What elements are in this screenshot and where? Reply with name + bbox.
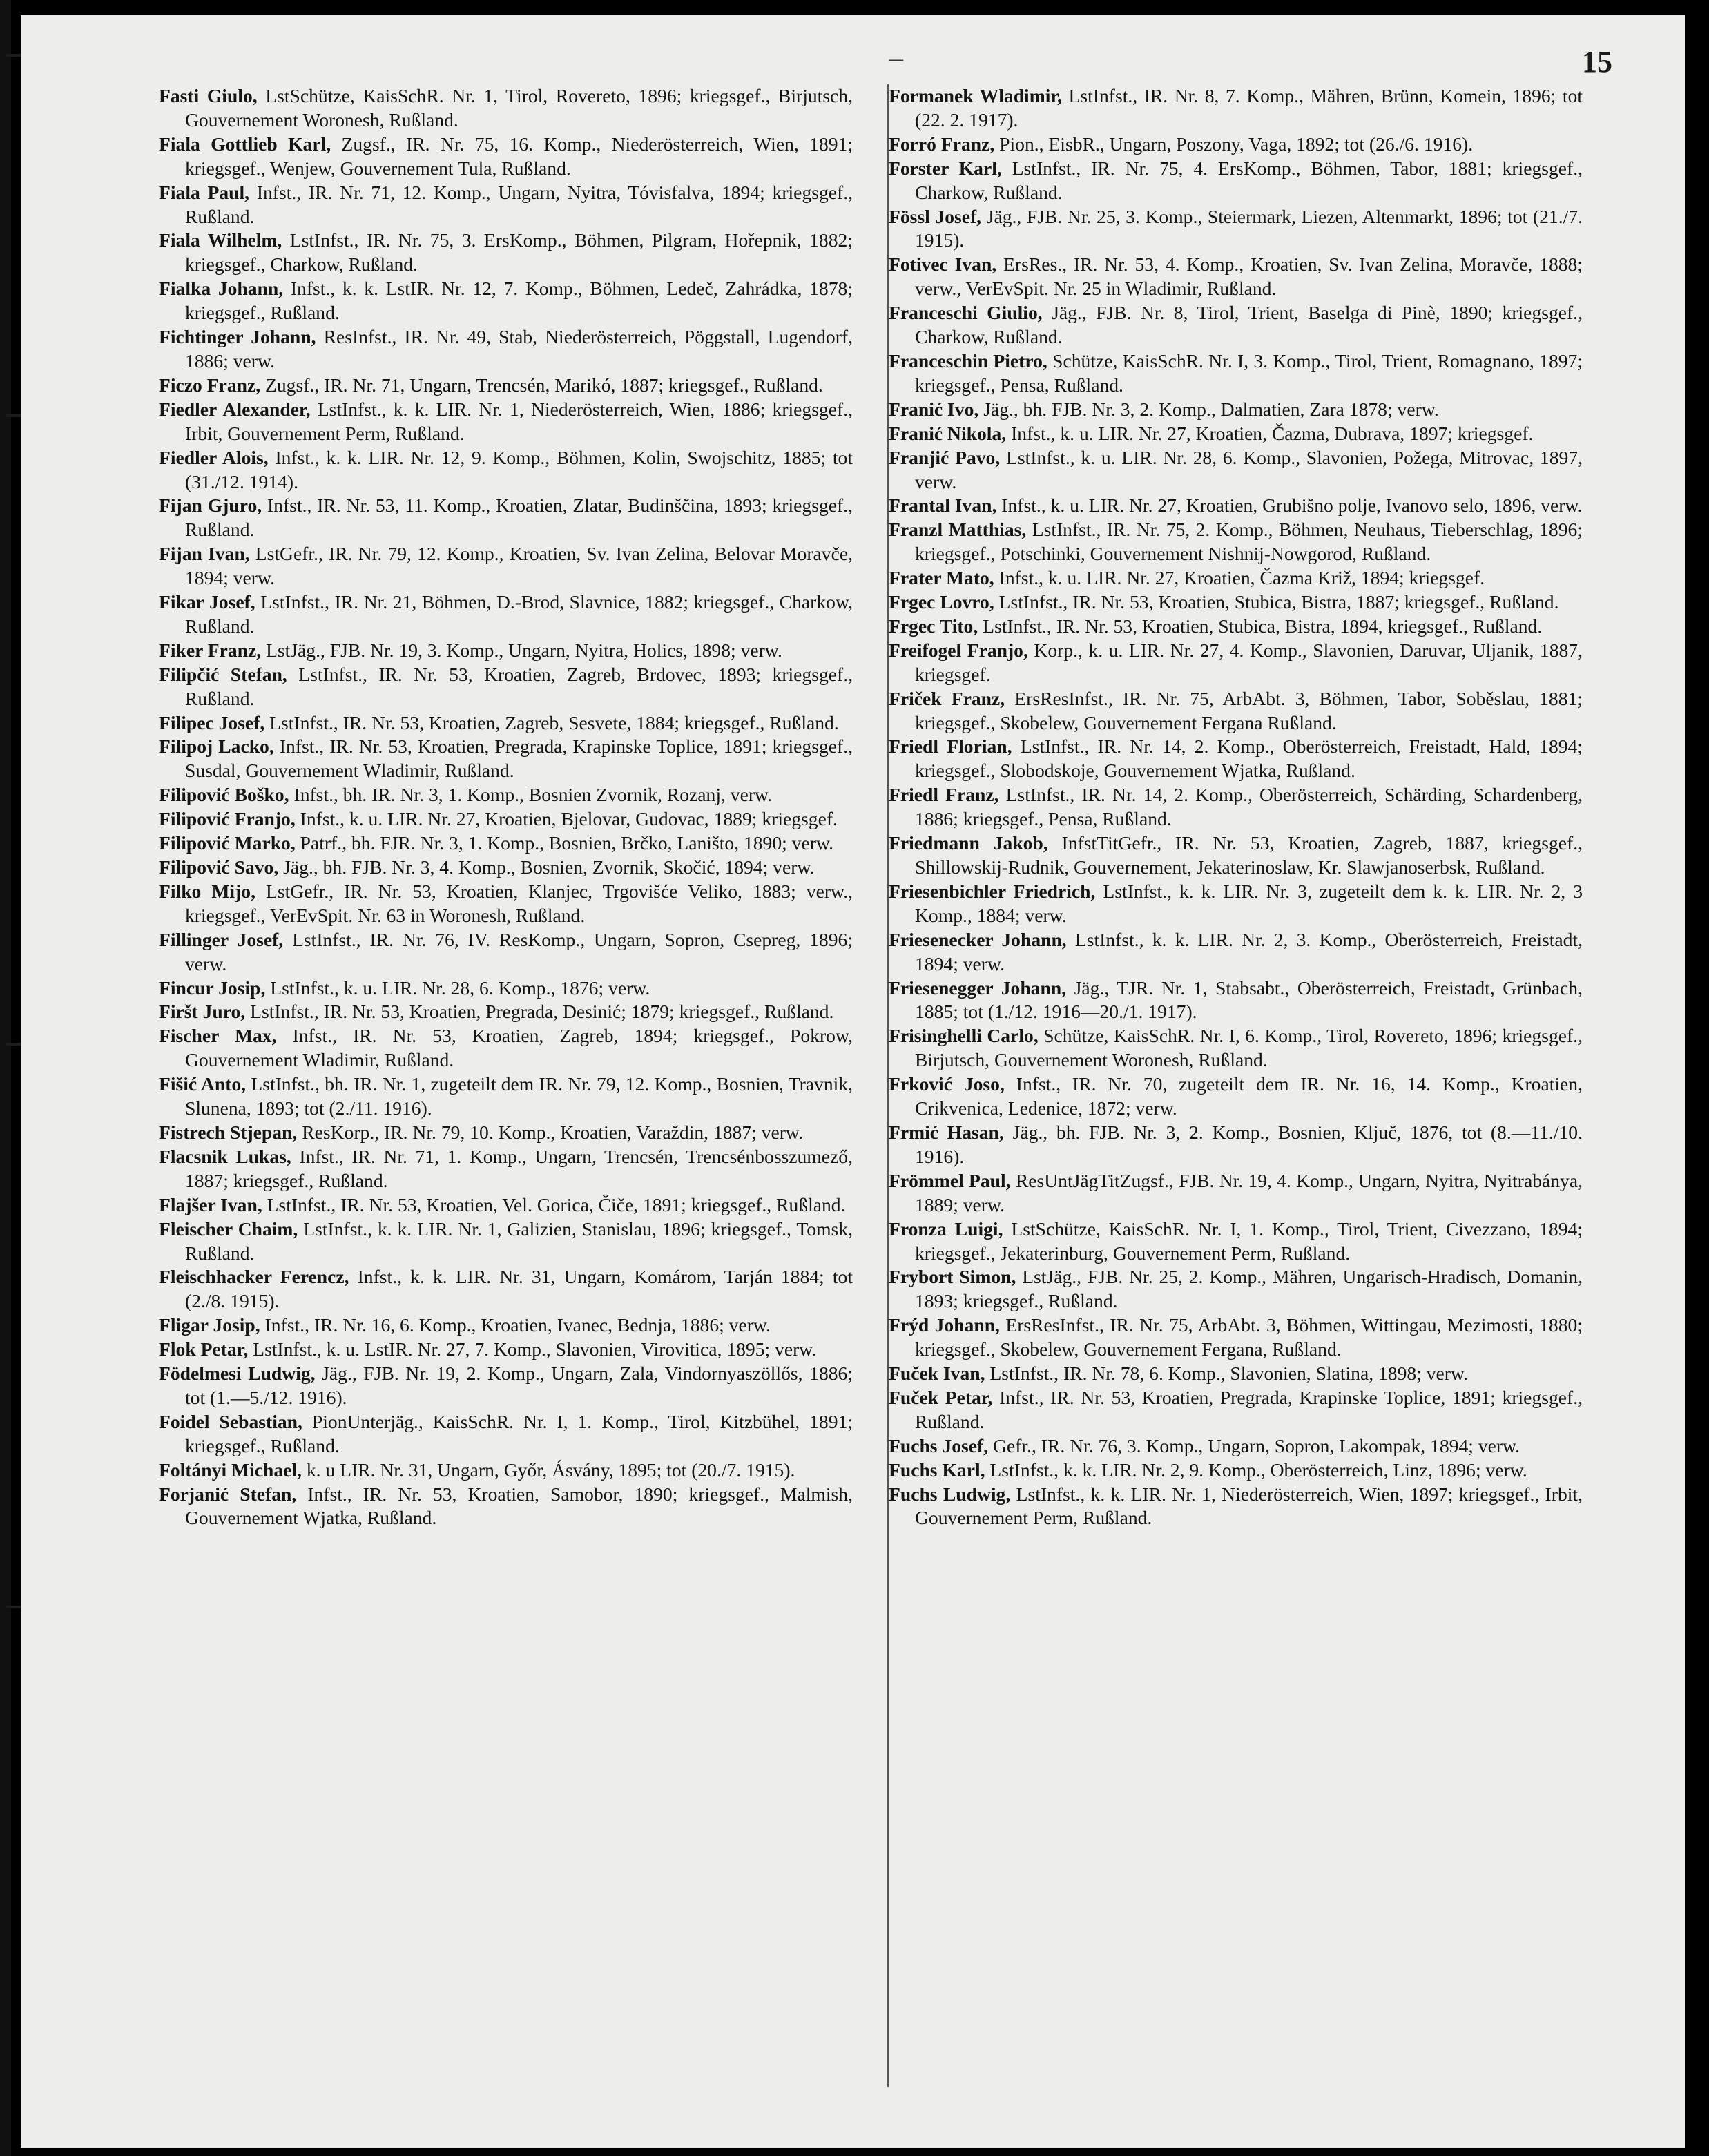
entry-name: Frgec Lovro, <box>889 591 994 613</box>
register-entry <box>889 735 1583 783</box>
entry-details: Patrf., bh. FJR. Nr. 3, 1. Komp., Bosnien, Brčko, Laništo, 1890; verw. <box>300 832 833 854</box>
entry-details: LstInfst., IR. Nr. 76, IV. ResKomp., Ungarn, Sopron, Csepreg, 1896; verw. <box>185 928 853 974</box>
entry-details: LstInfst., k. k. LIR. Nr. 1, Niederösterreich, Wien, 1897; kriegsgef., Irbit, Gouvernement Perm, Rußland. <box>915 1483 1583 1529</box>
register-entry <box>159 1410 853 1459</box>
entry-details: Jäg., FJB. Nr. 25, 3. Komp., Steiermark, Liezen, Altenmarkt, 1896; tot (21./7. 1915). <box>915 205 1583 251</box>
entry-details: Schütze, KaisSchR. Nr. I, 3. Komp., Tirol, Trient, Romagnano, 1897; kriegsgef., Pensa, Rußland. <box>915 349 1583 396</box>
entry-details: Infst., IR. Nr. 53, Kroatien, Samobor, 1890; kriegsgef., Malmish, Gouvernement Wjatka, Rußland. <box>185 1483 853 1529</box>
entry-details: LstGefr., IR. Nr. 79, 12. Komp., Kroatien, Sv. Ivan Zelina, Belovar Moravče, 1894; verw. <box>185 543 853 589</box>
register-entry <box>159 590 853 639</box>
entry-details: PionUnterjäg., KaisSchR. Nr. I, 1. Komp., Tirol, Kitzbühel, 1891; kriegsgef., Rußland. <box>185 1410 853 1456</box>
entry-name: Frisinghelli Carlo, <box>889 1025 1039 1047</box>
register-entry <box>889 1313 1583 1362</box>
entry-name: Friesenecker Johann, <box>889 928 1067 950</box>
entry-details: Infst., bh. IR. Nr. 3, 1. Komp., Bosnien Zvornik, Rozanj, verw. <box>293 784 773 806</box>
register-entry <box>889 1386 1583 1434</box>
entry-details: Gefr., IR. Nr. 76, 3. Komp., Ungarn, Sopron, Lakompak, 1894; verw. <box>993 1434 1520 1456</box>
entry-details: LstInfst., IR. Nr. 53, Kroatien, Pregrada, Desinić; 1879; kriegsgef., Rußland. <box>250 1001 834 1023</box>
register-entry <box>889 1072 1583 1121</box>
entry-details: LstInfst., IR. Nr. 53, Kroatien, Vel. Gorica, Čiče, 1891; kriegsgef., Rußland. <box>267 1193 846 1215</box>
entry-name: Fiala Wilhelm, <box>159 229 282 251</box>
entry-details: ErsRes., IR. Nr. 53, 4. Komp., Kroatien, Sv. Ivan Zelina, Moravče, 1888; verw., VerEvSpit. Nr. 25 in Wladimir, Rußland. <box>915 253 1583 300</box>
register-entry <box>159 856 853 880</box>
register-entry <box>159 1072 853 1121</box>
register-entry <box>889 1024 1583 1072</box>
entry-details: LstInfst., IR. Nr. 53, Kroatien, Stubica, Bistra, 1894, kriegsgef., Rußland. <box>983 615 1543 637</box>
entry-details: LstInfst., k. k. LIR. Nr. 2, 3. Komp., Oberösterreich, Freistadt, 1894; verw. <box>915 928 1583 974</box>
entry-details: Jäg., bh. FJB. Nr. 3, 4. Komp., Bosnien, Zvornik, Skočić, 1894; verw. <box>283 856 815 878</box>
entry-details: LstInfst., IR. Nr. 21, Böhmen, D.-Brod, Slavnice, 1882; kriegsgef., Charkow, Rußland. <box>185 591 853 637</box>
entry-details: LstGefr., IR. Nr. 53, Kroatien, Klanjec, Trgovišće Veliko, 1883; verw., kriegsgef., VerEvSpit. Nr. 63 in Woronesh, Rußland. <box>185 880 853 926</box>
entry-name: Fistrech Stjepan, <box>159 1121 298 1143</box>
right-column <box>889 84 1583 1530</box>
register-entry <box>159 277 853 325</box>
entry-name: Fuček Ivan, <box>889 1363 985 1385</box>
entry-name: Franceschin Pietro, <box>889 349 1047 372</box>
entry-name: Fleischer Chaim, <box>159 1217 298 1240</box>
register-entry <box>159 542 853 590</box>
register-entry <box>159 133 853 181</box>
register-entry <box>159 1362 853 1410</box>
register-entry <box>159 1313 853 1338</box>
register-entry <box>889 518 1583 566</box>
entry-details: Jäg., FJB. Nr. 8, Tirol, Trient, Baselga di Pinè, 1890; kriegsgef., Charkow, Rußland. <box>915 302 1583 348</box>
entry-name: Flacsnik Lukas, <box>159 1145 291 1167</box>
entry-details: LstInfst., IR. Nr. 53, Kroatien, Zagreb, Brdovec, 1893; kriegsgef., Rußland. <box>185 663 853 709</box>
entry-name: Foidel Sebastian, <box>159 1410 302 1432</box>
entry-name: Friesenbichler Friedrich, <box>889 880 1096 902</box>
entry-details: Korp., k. u. LIR. Nr. 27, 4. Komp., Slavonien, Daruvar, Uljanik, 1887, kriegsgef. <box>915 639 1583 685</box>
entry-name: Friesenegger Johann, <box>889 976 1067 999</box>
register-entry <box>889 1217 1583 1266</box>
entry-name: Fialka Johann, <box>159 278 284 300</box>
entry-details: LstInfst., IR. Nr. 14, 2. Komp., Oberösterreich, Freistadt, Hald, 1894; kriegsgef., Slobodskoje, Gouvernement Wjatka, Rußland. <box>915 735 1583 782</box>
register-entry <box>159 735 853 783</box>
entry-name: Fiedler Alexander, <box>159 398 311 420</box>
entry-name: Franić Nikola, <box>889 422 1007 444</box>
register-entry <box>159 1459 853 1483</box>
entry-name: Filipović Franjo, <box>159 808 296 830</box>
register-entry <box>889 687 1583 735</box>
register-entry <box>889 615 1583 639</box>
register-entry <box>159 831 853 856</box>
entry-name: Friedl Florian, <box>889 735 1012 758</box>
register-entry <box>159 181 853 229</box>
entry-name: Filipčić Stefan, <box>159 663 287 685</box>
register-entry <box>889 590 1583 615</box>
register-entry <box>159 928 853 976</box>
entry-name: Fronza Luigi, <box>889 1217 1003 1240</box>
register-entry <box>159 807 853 831</box>
entry-name: Formanek Wladimir, <box>889 85 1062 106</box>
entry-name: Födelmesi Ludwig, <box>159 1363 316 1385</box>
entry-details: LstInfst., k. k. LIR. Nr. 1, Niederösterreich, Wien, 1886; kriegsgef., Irbit, Gouvernement Perm, Rußland. <box>185 398 853 444</box>
entry-details: ResKorp., IR. Nr. 79, 10. Komp., Kroatien, Varaždin, 1887; verw. <box>302 1121 803 1143</box>
entry-details: Zugsf., IR. Nr. 75, 16. Komp., Niederösterreich, Wien, 1891; kriegsgef., Wenjew, Gouvernement Tula, Rußland. <box>185 133 853 179</box>
entry-details: LstJäg., FJB. Nr. 19, 3. Komp., Ungarn, Nyitra, Holics, 1898; verw. <box>266 639 782 661</box>
register-entry <box>889 253 1583 301</box>
register-entry <box>159 1000 853 1024</box>
register-entry <box>889 1483 1583 1531</box>
entry-name: Friček Franz, <box>889 687 1005 709</box>
entry-details: LstInfst., k. u. LIR. Nr. 28, 6. Komp., 1876; verw. <box>270 976 650 999</box>
entry-name: Filipović Savo, <box>159 856 279 878</box>
register-entry <box>159 1217 853 1266</box>
register-entry <box>159 494 853 542</box>
entry-details: LstInfst., IR. Nr. 8, 7. Komp., Mähren, Brünn, Komein, 1896; tot (22. 2. 1917). <box>915 85 1583 131</box>
entry-name: Fuchs Karl, <box>889 1459 985 1481</box>
register-entry <box>889 84 1583 133</box>
entry-details: Jäg., bh. FJB. Nr. 3, 2. Komp., Dalmatien, Zara 1878; verw. <box>983 398 1439 420</box>
entry-name: Fössl Josef, <box>889 205 982 227</box>
entry-name: Frýd Johann, <box>889 1314 1000 1336</box>
entry-details: k. u LIR. Nr. 31, Ungarn, Győr, Ásvány, 1895; tot (20./7. 1915). <box>306 1459 795 1481</box>
register-entry <box>889 1121 1583 1169</box>
entry-name: Freifogel Franjo, <box>889 639 1028 661</box>
register-entry <box>159 976 853 1001</box>
entry-details: LstSchütze, KaisSchR. Nr. I, 1. Komp., Tirol, Trient, Civezzano, 1894; kriegsgef., Jekaterinburg, Gouvernement Perm, Rußland. <box>915 1217 1583 1264</box>
register-entry <box>159 1265 853 1313</box>
entry-name: Fuček Petar, <box>889 1386 993 1408</box>
entry-details: Infst., IR. Nr. 53, Kroatien, Pregrada, Krapinske Toplice, 1891; kriegsgef., Susdal, Gouvernement Wladimir, Rußland. <box>185 735 853 782</box>
register-entry <box>889 1169 1583 1217</box>
entry-details: Infst., k. u. LIR. Nr. 27, Kroatien, Bjelovar, Gudovac, 1889; kriegsgef. <box>300 808 838 830</box>
entry-details: LstInfst., IR. Nr. 53, Kroatien, Stubica, Bistra, 1887; kriegsgef., Rußland. <box>998 591 1559 613</box>
entry-name: Fasti Giulo, <box>159 85 258 106</box>
entry-name: Filipović Marko, <box>159 832 296 854</box>
register-entry <box>159 783 853 807</box>
entry-name: Fiedler Alois, <box>159 446 269 468</box>
entry-name: Fijan Gjuro, <box>159 494 262 517</box>
entry-details: Infst., k. u. LIR. Nr. 27, Kroatien, Grubišno polje, Ivanovo selo, 1896, verw. <box>1001 494 1583 517</box>
register-entry <box>159 84 853 133</box>
entry-name: Frantal Ivan, <box>889 494 997 517</box>
entry-name: Fikar Josef, <box>159 591 255 613</box>
register-entry <box>889 1434 1583 1459</box>
entry-name: Frömmel Paul, <box>889 1169 1011 1191</box>
register-entry <box>889 398 1583 422</box>
page-number: 15 <box>1582 45 1612 79</box>
entry-details: Schütze, KaisSchR. Nr. I, 6. Komp., Tirol, Rovereto, 1896; kriegsgef., Birjutsch, Gouvernement Woronesh, Rußland. <box>915 1025 1583 1071</box>
entry-name: Filipec Josef, <box>159 711 265 733</box>
entry-name: Friedl Franz, <box>889 784 999 806</box>
entry-name: Forster Karl, <box>889 157 1002 179</box>
entry-name: Friedmann Jakob, <box>889 832 1048 854</box>
entry-name: Frković Joso, <box>889 1073 1005 1095</box>
register-entry <box>889 783 1583 831</box>
register-entry <box>159 711 853 735</box>
entry-details: LstInfst., bh. IR. Nr. 1, zugeteilt dem IR. Nr. 79, 12. Komp., Bosnien, Travnik, Slunena, 1893; tot (2./11. 1916). <box>185 1073 853 1119</box>
entry-details: InfstTitGefr., IR. Nr. 53, Kroatien, Zagreb, 1887, kriegsgef., Shillowskij-Rudnik, Gouvernement, Jekaterinoslaw, Kr. Slawjanoserbsk, Rußland. <box>915 832 1583 878</box>
entry-details: ErsResInfst., IR. Nr. 75, ArbAbt. 3, Böhmen, Tabor, Soběslau, 1881; kriegsgef., Skobelew, Gouvernement Fergana Rußland. <box>915 687 1583 733</box>
entry-name: Filipović Boško, <box>159 784 289 806</box>
register-entry <box>889 494 1583 518</box>
entry-details: LstInfst., IR. Nr. 75, 3. ErsKomp., Böhmen, Pilgram, Hořepnik, 1882; kriegsgef., Charkow, Rußland. <box>185 229 853 276</box>
entry-name: Filko Mijo, <box>159 880 255 902</box>
entry-details: Infst., IR. Nr. 71, 12. Komp., Ungarn, Nyitra, Tóvisfalva, 1894; kriegsgef., Rußland. <box>185 181 853 227</box>
entry-details: Jäg., TJR. Nr. 1, Stabsabt., Oberösterreich, Freistadt, Grünbach, 1885; tot (1./12. 1916—20./1. 1917). <box>915 976 1583 1023</box>
entry-details: LstInfst., IR. Nr. 78, 6. Komp., Slavonien, Slatina, 1898; verw. <box>989 1363 1469 1385</box>
entry-name: Filipoj Lacko, <box>159 735 274 758</box>
entry-details: LstInfst., IR. Nr. 53, Kroatien, Zagreb, Sesvete, 1884; kriegsgef., Rußland. <box>269 711 839 733</box>
entry-details: Pion., EisbR., Ungarn, Poszony, Vaga, 1892; tot (26./6. 1916). <box>999 133 1474 155</box>
register-entry <box>159 398 853 446</box>
register-entry <box>159 446 853 494</box>
entry-details: Infst., IR. Nr. 53, 11. Komp., Kroatien, Zlatar, Budinščina, 1893; kriegsgef., Rußland. <box>185 494 853 541</box>
register-entry <box>889 446 1583 494</box>
entry-details: Infst., IR. Nr. 53, Kroatien, Zagreb, 1894; kriegsgef., Pokrow, Gouvernement Wladimir, Rußland. <box>185 1025 853 1071</box>
register-entry <box>159 229 853 277</box>
entry-details: Infst., k. k. LIR. Nr. 12, 9. Komp., Böhmen, Kolin, Swojschitz, 1885; tot (31./12. 1914). <box>185 446 853 492</box>
entry-name: Fotivec Ivan, <box>889 253 997 276</box>
entry-name: Fincur Josip, <box>159 976 266 999</box>
register-entry <box>889 1265 1583 1313</box>
entry-details: ResUntJägTitZugsf., FJB. Nr. 19, 4. Komp., Ungarn, Nyitra, Nyitrabánya, 1889; verw. <box>915 1169 1583 1215</box>
entry-name: Fischer Max, <box>159 1025 277 1047</box>
entry-name: Fuchs Ludwig, <box>889 1483 1011 1505</box>
entry-name: Frater Mato, <box>889 567 994 589</box>
entry-details: Infst., IR. Nr. 53, Kroatien, Pregrada, Krapinske Toplice, 1891; kriegsgef., Rußland. <box>915 1386 1583 1432</box>
entry-name: Fiala Gottlieb Karl, <box>159 133 331 155</box>
entry-name: Fillinger Josef, <box>159 928 284 950</box>
register-entry <box>889 349 1583 398</box>
entry-details: Jäg., bh. FJB. Nr. 3, 2. Komp., Bosnien, Ključ, 1876, tot (8.—11./10. 1916). <box>915 1121 1583 1167</box>
entry-name: Frybort Simon, <box>889 1266 1016 1288</box>
register-entry <box>889 976 1583 1025</box>
register-entry <box>889 157 1583 205</box>
entry-name: Flok Petar, <box>159 1338 249 1360</box>
entry-details: LstInfst., k. u. LstIR. Nr. 27, 7. Komp., Slavonien, Virovitica, 1895; verw. <box>253 1338 817 1360</box>
entry-details: Zugsf., IR. Nr. 71, Ungarn, Trencsén, Marikó, 1887; kriegsgef., Rußland. <box>265 374 823 396</box>
register-entry <box>889 1459 1583 1483</box>
page-binding-edge <box>0 0 11 2156</box>
register-entry <box>889 133 1583 157</box>
entry-details: LstJäg., FJB. Nr. 25, 2. Komp., Mähren, Ungarisch-Hradisch, Domanin, 1893; kriegsgef., Rußland. <box>915 1266 1583 1312</box>
entry-name: Fligar Josip, <box>159 1314 260 1336</box>
register-entry <box>889 205 1583 253</box>
entry-name: Foltányi Michael, <box>159 1459 302 1481</box>
entry-details: LstInfst., k. k. LIR. Nr. 3, zugeteilt dem k. k. LIR. Nr. 2, 3 Komp., 1884; verw. <box>915 880 1583 926</box>
register-entry <box>159 1483 853 1531</box>
register-entry <box>159 374 853 398</box>
register-entry <box>159 1338 853 1362</box>
entry-details: ErsResInfst., IR. Nr. 75, ArbAbt. 3, Böhmen, Wittingau, Mezimosti, 1880; kriegsgef., Skobelew, Gouvernement Fergana, Rußland. <box>915 1314 1583 1360</box>
entry-name: Fišić Anto, <box>159 1073 247 1095</box>
register-entry <box>889 422 1583 446</box>
entry-name: Fijan Ivan, <box>159 543 250 565</box>
entry-name: Fuchs Josef, <box>889 1434 989 1456</box>
entry-name: Ficzo Franz, <box>159 374 261 396</box>
entry-details: LstInfst., IR. Nr. 75, 4. ErsKomp., Böhmen, Tabor, 1881; kriegsgef., Charkow, Rußland. <box>915 157 1583 203</box>
entry-details: LstInfst., k. k. LIR. Nr. 1, Galizien, Stanislau, 1896; kriegsgef., Tomsk, Rußland. <box>185 1217 853 1264</box>
entry-name: Fichtinger Johann, <box>159 326 316 348</box>
entry-details: ResInfst., IR. Nr. 49, Stab, Niederösterreich, Pöggstall, Lugendorf, 1886; verw. <box>185 326 853 372</box>
entry-details: LstInfst., k. k. LIR. Nr. 2, 9. Komp., Oberösterreich, Linz, 1896; verw. <box>989 1459 1527 1481</box>
register-entry <box>889 831 1583 880</box>
left-column <box>159 84 853 1530</box>
entry-details: Infst., k. u. LIR. Nr. 27, Kroatien, Čazma Križ, 1894; kriegsgef. <box>998 567 1485 589</box>
entry-details: LstInfst., IR. Nr. 75, 2. Komp., Böhmen, Neuhaus, Tieberschlag, 1896; kriegsgef., Potschinki, Gouvernement Nishnij-Nowgorod, Rußland. <box>915 519 1583 565</box>
entry-name: Franjić Pavo, <box>889 446 1001 468</box>
entry-name: Franić Ivo, <box>889 398 979 420</box>
entry-name: Fiala Paul, <box>159 181 250 203</box>
entry-name: Forró Franz, <box>889 133 995 155</box>
entry-details: Infst., IR. Nr. 70, zugeteilt dem IR. Nr. 16, 14. Komp., Kroatien, Crikvenica, Ledenice, 1872; verw. <box>915 1073 1583 1119</box>
register-entry <box>159 639 853 663</box>
register-entry <box>159 1024 853 1072</box>
register-entry <box>889 1362 1583 1386</box>
register-entry <box>159 325 853 374</box>
entry-name: Firšt Juro, <box>159 1001 246 1023</box>
register-entry <box>889 880 1583 928</box>
register-entry <box>889 639 1583 687</box>
entry-details: Infst., k. u. LIR. Nr. 27, Kroatien, Čazma, Dubrava, 1897; kriegsgef. <box>1011 422 1534 444</box>
entry-details: Infst., k. k. LIR. Nr. 31, Ungarn, Komárom, Tarján 1884; tot (2./8. 1915). <box>185 1266 853 1312</box>
entry-details: LstSchütze, KaisSchR. Nr. 1, Tirol, Rovereto, 1896; kriegsgef., Birjutsch, Gouvernement Woronesh, Rußland. <box>185 85 853 131</box>
register-entry <box>159 1145 853 1193</box>
entry-name: Franceschi Giulio, <box>889 302 1043 324</box>
register-entry <box>159 663 853 711</box>
entry-details: Infst., IR. Nr. 71, 1. Komp., Ungarn, Trencsén, Trencsénbosszumező, 1887; kriegsgef., Rußland. <box>185 1145 853 1191</box>
entry-details: LstInfst., IR. Nr. 14, 2. Komp., Oberösterreich, Schärding, Schardenberg, 1886; kriegsgef., Pensa, Rußland. <box>915 784 1583 830</box>
entry-details: LstInfst., k. u. LIR. Nr. 28, 6. Komp., Slavonien, Požega, Mitrovac, 1897, verw. <box>915 446 1583 492</box>
entry-name: Fiker Franz, <box>159 639 262 661</box>
entry-name: Flajšer Ivan, <box>159 1193 262 1215</box>
register-entry <box>889 566 1583 590</box>
entry-details: Infst., k. k. LstIR. Nr. 12, 7. Komp., Böhmen, Ledeč, Zahrádka, 1878; kriegsgef., Rußland. <box>185 278 853 324</box>
register-entry <box>159 1121 853 1145</box>
register-entry <box>889 928 1583 976</box>
entry-name: Fleischhacker Ferencz, <box>159 1266 349 1288</box>
register-entry <box>159 880 853 928</box>
entry-name: Franzl Matthias, <box>889 519 1027 541</box>
register-entry <box>889 301 1583 349</box>
entry-name: Frmić Hasan, <box>889 1121 1004 1143</box>
register-entry <box>159 1193 853 1217</box>
entry-name: Forjanić Stefan, <box>159 1483 297 1505</box>
page-top-mark: – <box>889 42 903 73</box>
entry-name: Frgec Tito, <box>889 615 978 637</box>
entry-details: Infst., IR. Nr. 16, 6. Komp., Kroatien, Ivanec, Bednja, 1886; verw. <box>264 1314 771 1336</box>
entry-details: Jäg., FJB. Nr. 19, 2. Komp., Ungarn, Zala, Vindornyaszöllős, 1886; tot (1.—5./12. 1916). <box>185 1363 853 1408</box>
